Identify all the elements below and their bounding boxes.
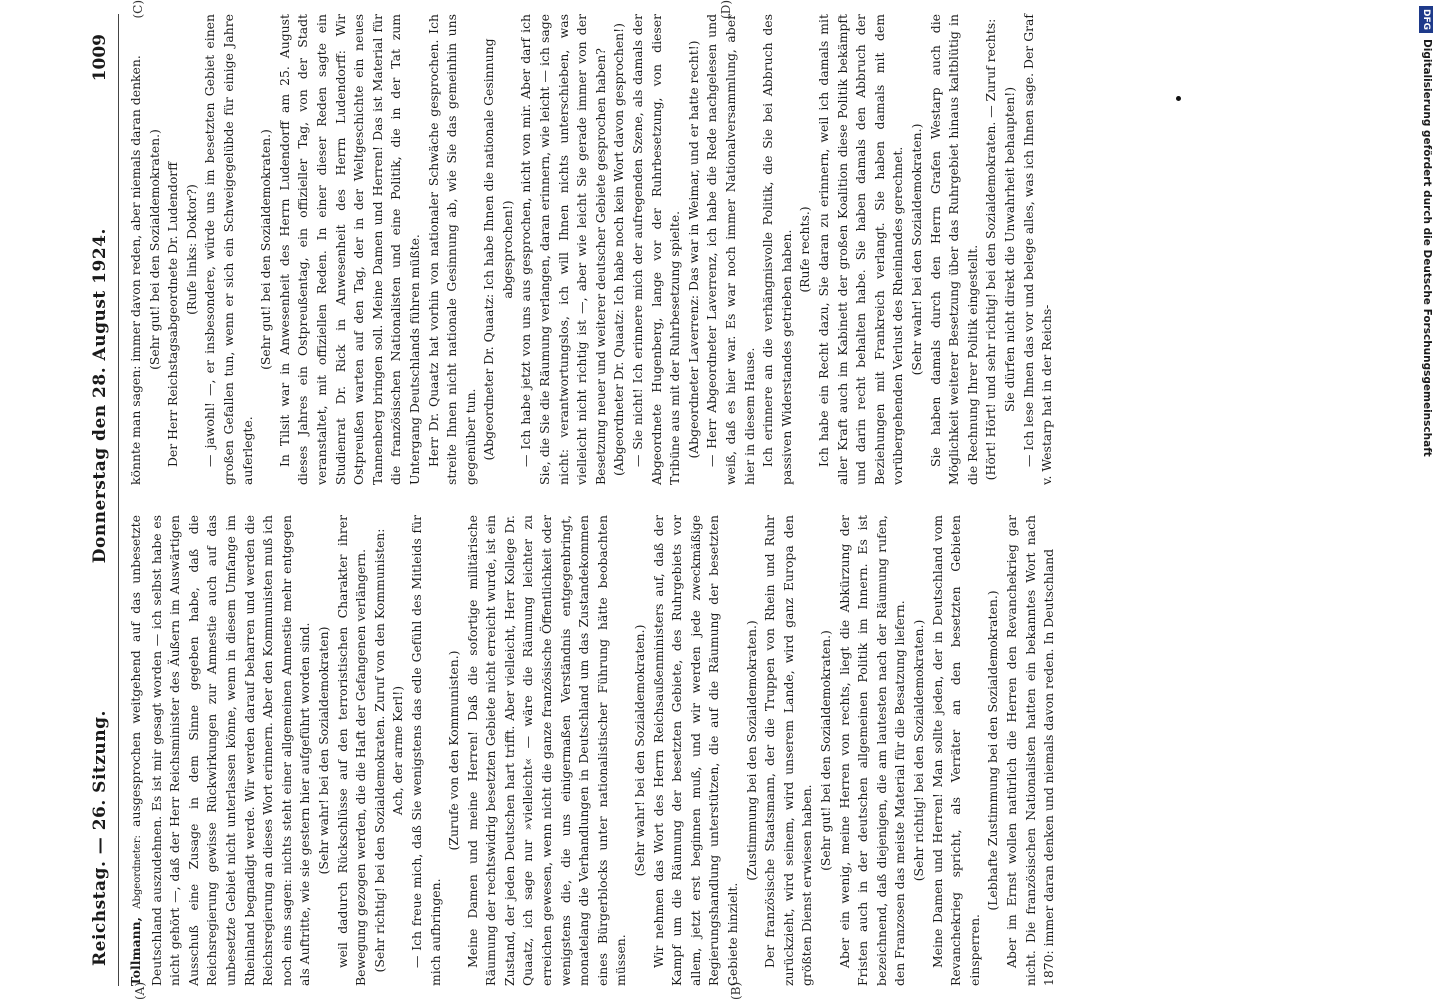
paragraph: könnte man sagen: immer davon reden, aber niemals daran denken. [128,55,143,485]
speaker-name: Tollmann, [128,917,143,986]
speaker-paragraph [127,515,315,986]
paragraph: Ich habe ein Recht dazu, Sie daran zu erinnern, weil ich damals mit aller Kraft auch im Kabinett der großen Koalition diese Politik bekämpft und darin recht behalten habe. Sie haben damals den Abbruch der Beziehungen mit Frankreich verlangt. Sie haben damals mit dem vorübergehenden Verlust des Rheinlandes gerechnet. [815,14,906,485]
interjection: (Abgeordneter Dr. Quaatz: Ich habe noch kein Wort davon gesprochen!) [611,23,627,476]
margin-marker-d: (D) [719,0,733,19]
interjection: (Sehr wahr! bei den Sozialdemokraten.) [908,123,924,376]
paragraph: Der Herr Reichstagsabgeordnete Dr. Ludendorff [165,161,181,467]
paragraph: — Ich lese Ihnen das vor und belege alles, was ich Ihnen sage. Der Graf v. Westarp hat in der Reichs- [1020,14,1055,485]
paragraph: Meine Damen und Herren! Man sollte jeden, der in Deutschland vom Revanchekrieg spricht, als Verräter an den besetzten Gebieten einsperren. [929,515,982,986]
interjection: (Hört! Hört! und sehr richtig! bei den Sozialdemokraten. — Zuruf rechts: Sie dürfen nicht direkt die Unwahrheit behaupten!) [983,18,1017,481]
interjection: (Sehr richtig! bei den Sozialdemokraten. Zuruf von den Kommunisten: Ach, der arme Kerl!) [371,528,406,973]
left-column [127,515,1327,1000]
paragraph: — Ich freue mich, daß Sie wenigstens das edle Gefühl des Mitleids für mich aufbringen. [408,515,443,986]
interjection: (Sehr wahr! bei den Sozialdemokraten.) [632,624,648,877]
paragraph: — jawohl! —, er insbesondere, würde uns im besetzten Gebiet einen großen Gefallen tun, wenn er sich ein Schweigegelübde für einige Jahre auferlegte. [202,14,255,485]
paragraph: Der französische Staatsmann, der die Truppen von Rhein und Ruhr zurückzieht, wird seinem, wird unserem Lande, wird ganz Europa den größten Dienst erwiesen haben. [762,515,815,986]
ink-speck [1176,96,1181,101]
paragraph: Aber ein wenig, meine Herren von rechts, liegt die Abkürzung der Fristen auch in der deutschen allgemeinen Politik im Innern. Es ist bezeichnend, daß diejenigen, die am lautesten nach der Räumung rufen, den Franzosen das meiste Material für die Besatzung liefern. [836,515,908,986]
interjection: (Zurufe von den Kommunisten.) [446,650,462,851]
interjection: (Sehr richtig! bei den Sozialdemokraten.) [910,619,926,882]
right-column [127,0,1327,489]
interjection: (Sehr gut! bei den Sozialdemokraten.) [258,129,274,370]
interjection: (Sehr wahr! bei den Sozialdemokraten) [315,626,331,875]
speaker-text: ausgesprochen weitgehend auf das unbesetzte Deutschland auszudehnen. Es ist mir gesagt worden — ich selbst habe es nicht gehört —, daß der Herr Reichsminister des Äußern im Auswärtigen Ausschuß eine Zusage in dem Sinne gegeben habe, daß die Reichsregierung gewisse Rückwirkungen zur Amnestie auch auf das unbesetzte Gebiet nicht unterlassen könne, wenn in diesem Umfange im Rheinland begnadigt werde. Wir werden darauf beharren und werden die Reichsregierung an dieses Wort erinnern. Aber den Kommunisten muß ich noch eins sagen: nichts steht einer allgemeinen Amnestie mehr entgegen als Auftritte, wie sie gestern hier aufgeführt worden sind. [128,515,313,986]
page-number: 1009 [90,34,110,82]
interjection: (Sehr gut! bei den Sozialdemokraten.) [146,129,162,370]
margin-marker-b: (B) [729,981,743,1000]
speaker-role: Abgeordneter: [132,835,143,909]
paragraph: Meine Damen und meine Herren! Daß die sofortige militärische Räumung der rechtswidrig besetzten Gebiete nicht erreicht wurde, ist ein Zustand, der jeden Deutschen hart trifft. Aber vielleicht, Herr Kollege Dr. Quaatz, ich sage nur »vielleicht« — wäre die Räumung leichter zu erreichen gewesen, wenn nicht die ganze französische Öffentlichkeit oder wenigstens die, die uns einigermaßen Verständnis entgegenbringt, monatelang die Verhandlungen in Deutschland um das Zustandekommen eines Bürgerblocks unter nationalistischer Führung hätte beobachten müssen. [464,515,629,986]
side-note [1418,6,1434,996]
interjection: (Sehr gut! bei den Sozialdemokraten.) [817,630,833,871]
paragraph: Sie haben damals durch den Herrn Grafen Westarp auch die Möglichkeit weiterer Besetzung über das Ruhrgebiet hinaus kaltblütig in die Rechnung Ihrer Politik eingestellt. [927,14,980,485]
interjection: (Abgeordneter Laverrenz: Das war in Weimar, und er hatte recht!) [685,40,701,459]
paragraph: — Sie nicht! Ich erinnere mich der aufregenden Szene, als damals der Abgeordnete Hugenberg, lange vor der Ruhrbesetzung, von dieser Tribüne aus mit der Ruhrbesetzung spielte. [630,14,683,485]
page-date: Donnerstag den 28. August 1924. [90,228,110,564]
interjection: (Rufe links: Doktor?) [183,184,199,315]
side-note-text-wrap [1418,6,1434,996]
interjection: (Zustimmung bei den Sozialdemokraten.) [743,620,759,881]
paragraph: In Tilsit war in Anwesenheit des Herrn Ludendorff am 25. August dieses Jahres ein Ostpreußentag, ein offizieller Tag, von der Stadt veranstaltet, mit offiziellen Reden. In einer dieser Reden sagte ein Studienrat Dr. Rick in Anwesenheit des Herrn Ludendorff: Wir Ostpreußen warten auf den Tag, der in der Weltgeschichte ein neues Tannenberg bringen soll. Meine Damen und Herren! Das ist Material für die französischen Nationalisten und eine Politik, die in der Tat zum Untergang Deutschlands führen müßte. [276,14,422,485]
text-columns [127,0,1327,1000]
paragraph: weil dadurch Rückschlüsse auf den terroristischen Charakter ihrer Bewegung gezogen werden, die die Haft der Gefangenen verlängern. [334,515,369,986]
page-header [90,14,119,986]
dfg-badge: DFG [1419,6,1433,33]
interjection: (Rufe rechts.) [797,206,813,293]
paragraph: — Herr Abgeordneter Laverrenz, ich habe die Rede nachgelesen und weiß, daß es hier war. Es war noch immer Nationalversammlung, aber hier in diesem Hause. [704,14,757,485]
interjection: (Lebhafte Zustimmung bei den Sozialdemokraten.) [985,590,1001,911]
paragraph: — Ich habe jetzt von uns aus gesprochen, nicht von mir. Aber darf ich Sie, die Sie die Räumung verlangen, daran erinnern, wie leicht — ich sage nicht: verantwortungslos, ich will Ihnen nichts unterschieben, was vielleicht nicht richtig ist —, aber wie leicht Sie gerade immer von der Besetzung neuer und weiterer deutscher Gebiete gesprochen haben? [518,14,608,485]
interjection: (Abgeordneter Dr. Quaatz: Ich habe Ihnen die nationale Gesinnung abgesprochen!) [481,38,515,461]
page-title: Reichstag. — 26. Sitzung. [90,710,110,966]
margin-marker-c: (C) [131,0,145,19]
rotated-page [80,0,1340,1000]
margin-marker-a: (A) [133,981,147,1000]
side-note-text: Digitalisierung gefördert durch die Deutsche Forschungsgemeinschaft [1421,39,1433,457]
paragraph: Wir nehmen das Wort des Herrn Reichsaußenministers auf, daß der Kampf um die Räumung der besetzten Gebiete, des Ruhrgebiets vor allem, jetzt erst beginnen muß, und wir werden jede zweckmäßige Regierungshandlung unterstützen, die auf die Räumung der besetzten Gebiete hinzielt. [650,515,740,986]
paragraph: Herr Dr. Quaatz hat vorhin von nationaler Schwäche gesprochen. Ich streite Ihnen nicht nationale Gesinnung ab, wie Sie das gemeinhin uns gegenüber tun. [425,14,478,485]
paragraph: Ich erinnere an die verhängnisvolle Politik, die Sie bei Abbruch des passiven Widerstandes getrieben haben. [760,14,794,485]
paragraph: Aber im Ernst wollen natürlich die Herren den Revanchekrieg gar nicht. Die französischen Nationalisten hatten ein bekanntes Wort nach 1870: immer daran denken und niemals davon reden. In Deutschland [1003,515,1057,986]
